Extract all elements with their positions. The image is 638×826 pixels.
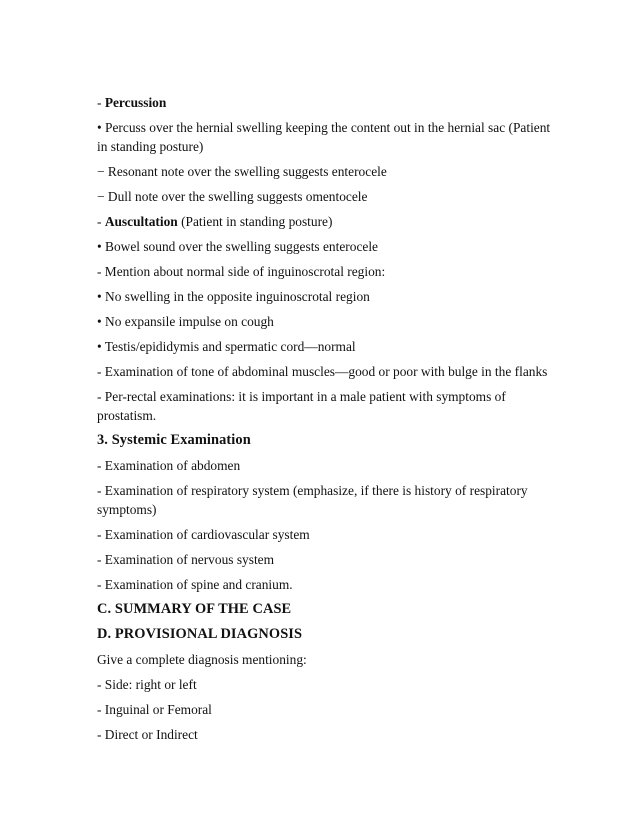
side-line: - Side: right or left <box>97 677 197 692</box>
dull-note-line: − Dull note over the swelling suggests omentocele <box>97 189 368 204</box>
exam-cardio-line: - Examination of cardiovascular system <box>97 527 310 542</box>
mention-normal-side-line: - Mention about normal side of inguinoscrotal region: <box>97 264 386 279</box>
provisional-diagnosis-heading: D. PROVISIONAL DIAGNOSIS <box>97 626 303 642</box>
exam-abdomen-line: - Examination of abdomen <box>97 458 241 473</box>
per-rectal-line: - Per-rectal examinations: it is important in a male patient with symptoms of prostatism. <box>97 389 506 423</box>
bullet-dash: - <box>97 214 105 229</box>
percuss-over-line: • Percuss over the hernial swelling keeping the content out in the hernial sac (Patient in standing posture) <box>97 120 551 154</box>
systemic-examination-heading: 3. Systemic Examination <box>97 432 251 448</box>
auscultation-note: (Patient in standing posture) <box>177 214 333 229</box>
exam-nervous-line: - Examination of nervous system <box>97 552 275 567</box>
direct-indirect-line: - Direct or Indirect <box>97 727 198 742</box>
no-swelling-line: • No swelling in the opposite inguinoscrotal region <box>97 289 370 304</box>
document-page <box>97 93 557 750</box>
percussion-line <box>97 93 557 112</box>
no-expansile-line: • No expansile impulse on cough <box>97 314 274 329</box>
give-complete-line: Give a complete diagnosis mentioning: <box>97 652 307 667</box>
percussion-label: Percussion <box>104 95 167 110</box>
exam-respiratory-line: - Examination of respiratory system (emphasize, if there is history of respiratory symptoms) <box>97 483 528 517</box>
testis-line: • Testis/epididymis and spermatic cord—normal <box>97 339 356 354</box>
bullet-dash: - <box>97 95 105 110</box>
resonant-note-line: − Resonant note over the swelling suggests enterocele <box>97 164 387 179</box>
bowel-sound-line: • Bowel sound over the swelling suggests enterocele <box>97 239 378 254</box>
abdominal-muscles-line: - Examination of tone of abdominal muscles—good or poor with bulge in the flanks <box>97 364 548 379</box>
auscultation-line <box>97 212 557 231</box>
summary-heading: C. SUMMARY OF THE CASE <box>97 601 292 617</box>
inguinal-femoral-line: - Inguinal or Femoral <box>97 702 212 717</box>
auscultation-label: Auscultation <box>104 214 178 229</box>
exam-spine-line: - Examination of spine and cranium. <box>97 577 293 592</box>
